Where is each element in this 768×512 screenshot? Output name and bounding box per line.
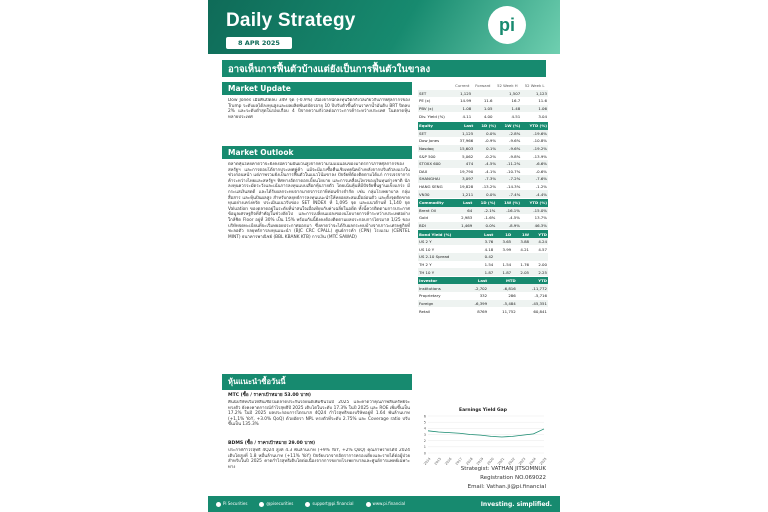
market-tables bbox=[418, 82, 548, 315]
table-cell: Gold bbox=[419, 215, 428, 221]
table-cell: 5,062 bbox=[462, 153, 474, 159]
table-header-cell: Equity bbox=[418, 122, 453, 130]
table-cell: -7.4% bbox=[497, 190, 521, 198]
report-header bbox=[208, 0, 560, 54]
table-row bbox=[418, 105, 548, 113]
pick-1-title: MTC (ซื้อ / ราคาเป้าหมาย 53.00 บาท) bbox=[228, 393, 311, 398]
table-row bbox=[418, 268, 548, 276]
table-header-row bbox=[418, 230, 548, 238]
market-update-heading: Market Update bbox=[222, 82, 412, 95]
table-cell: 1.05 bbox=[472, 105, 493, 113]
table-header-cell: YTD (%) bbox=[521, 199, 548, 207]
globe-icon bbox=[366, 502, 371, 507]
table-cell: 1.54 bbox=[502, 261, 512, 267]
pick-2-text: ประกาศกำไรสุทธิ 4Q24 สูงที่ 4.3 พันล้านบาท (+9% YoY, +2% QoQ) คุณภาพรายได้ปี 2024 เติบโตสูงที่ 1.8 หมื่นล้านบาท (+11% YoY) ปัจจัยบวกจากอัตราการครองเตียงและรายได้ต่อผู้ป่วย สำหรับในปี 2025 คาดกำไรสุทธิเติบโตต่อเนื่องจากการขยายโรงพยาบาลและศูนย์การแพทย์เฉพาะทาง bbox=[228, 448, 410, 470]
y-tick-label: 5 bbox=[423, 420, 426, 425]
x-tick-label: 2022 bbox=[507, 456, 516, 465]
x-tick-label: 2016 bbox=[444, 456, 453, 465]
table-cell: 3,097 bbox=[453, 175, 474, 183]
table-cell: -16.1% bbox=[496, 207, 521, 215]
table-cell: 37,966 bbox=[459, 138, 474, 144]
company-icon bbox=[216, 502, 221, 507]
table-cell: Institutions bbox=[418, 284, 461, 292]
table-cell: 2.05 bbox=[512, 268, 530, 276]
table-header-cell: YTD bbox=[530, 230, 548, 238]
table-cell: 13.7% bbox=[534, 215, 547, 221]
pick-2-title: BDMS (ซื้อ / ราคาเป้าหมาย 29.00 บาท) bbox=[228, 441, 316, 446]
table-cell: HANG SENG bbox=[419, 184, 443, 190]
table-header-row bbox=[418, 122, 548, 130]
table-cell: 4.00 bbox=[483, 113, 493, 119]
table-header-cell: Commodity bbox=[418, 199, 455, 207]
table-row bbox=[418, 160, 548, 168]
strategist-email: Email: Vathan.ji@pi.financial bbox=[467, 484, 546, 490]
table-cell: 3.99 bbox=[502, 246, 512, 252]
table-cell: -9.6% bbox=[509, 138, 521, 144]
x-tick-label: 2019 bbox=[475, 456, 485, 465]
table-row bbox=[418, 253, 548, 261]
table-cell: -4.5% bbox=[474, 160, 497, 168]
table-cell: 1.54 bbox=[484, 261, 494, 267]
y-tick-label: 1 bbox=[423, 445, 426, 450]
table-cell: 0.0% bbox=[474, 130, 497, 138]
commodity-table bbox=[418, 199, 548, 229]
table-cell: Nasdaq bbox=[418, 145, 453, 153]
table-cell: 3.04 bbox=[538, 113, 547, 119]
x-tick-label: 2015 bbox=[433, 456, 443, 465]
table-header-row bbox=[418, 199, 548, 207]
table-cell: US 2 Y bbox=[418, 238, 475, 246]
table-cell: 4.57 bbox=[538, 246, 547, 252]
table-header-cell: Last bbox=[453, 122, 474, 130]
x-tick-label: 2018 bbox=[465, 456, 474, 465]
table-cell: 11,752 bbox=[502, 308, 516, 314]
table-cell: 286 bbox=[508, 293, 516, 299]
table-cell: -2.1% bbox=[473, 207, 496, 215]
table-row bbox=[418, 112, 548, 120]
table-cell: -4.4% bbox=[521, 190, 548, 198]
table-row bbox=[418, 137, 548, 145]
table-row bbox=[418, 245, 548, 253]
table-cell: 4.18 bbox=[484, 246, 494, 252]
table-cell: -10.7% bbox=[506, 168, 521, 174]
report-page bbox=[208, 0, 560, 512]
report-title: Daily Strategy bbox=[226, 10, 356, 31]
table-cell: S&P 500 bbox=[419, 153, 436, 159]
table-cell: BDI bbox=[418, 222, 455, 230]
table-cell: -19.6% bbox=[521, 130, 548, 138]
table-cell: US 10 Y bbox=[419, 246, 435, 252]
table-row bbox=[418, 130, 548, 138]
table-cell: 4.24 bbox=[530, 238, 548, 246]
table-cell: 1.08 bbox=[452, 105, 472, 113]
table-cell: -7.6% bbox=[521, 175, 548, 183]
x-tick-label: 2014 bbox=[423, 456, 432, 465]
x-tick-label: 2017 bbox=[454, 456, 464, 465]
table-cell: PE (x) bbox=[419, 98, 431, 104]
table-cell: -0.9% bbox=[484, 138, 497, 144]
table-cell: -19.2% bbox=[521, 145, 548, 153]
table-cell: 0.0% bbox=[474, 190, 497, 198]
table-cell: 3.65 bbox=[494, 238, 512, 246]
table-row bbox=[418, 207, 548, 215]
table-cell: -6.6% bbox=[521, 160, 548, 168]
table-row bbox=[418, 145, 548, 153]
equity-table bbox=[418, 122, 548, 198]
table-header-cell: Last bbox=[475, 230, 494, 238]
table-header-cell: Forward bbox=[475, 83, 491, 89]
table-cell: 1,507 bbox=[493, 90, 521, 98]
table-row bbox=[418, 261, 548, 269]
table-header-cell: Last bbox=[461, 277, 488, 285]
table-cell: 2,983 bbox=[461, 215, 473, 221]
table-cell: Foreign bbox=[418, 300, 461, 308]
table-cell: 4.11 bbox=[462, 113, 472, 119]
table-cell: 1,125 bbox=[452, 90, 472, 98]
x-tick-label: 2024 bbox=[528, 456, 537, 465]
market-outlook-text: ตลาดหุ้นไทยคาดว่าจะยังคงมีความผันผวนสูงจากความไม่แน่นอนของมาตรการภาษีศุลกากรของสหรัฐฯ และการตอบโต้จากประเทศคู่ค้า แม้จะมีแรงซื้อคืนเชิงเทคนิคบ้างหลังจากปรับตัวลงแรงในช่วงก่อนหน้า แต่ภาพรวมยังเป็นการฟื้นตัวในแนวโน้มขาลง ปัจจัยที่ต้องติดตามได้แก่ การเจรจาการค้าระหว่างไทยและสหรัฐฯ ทิศทางอัตราดอกเบี้ยนโยบาย และการเคลื่อนไหวของเงินทุนต่างชาติ นักลงทุนควรระมัดระวังและเน้นการลงทุนแบบเลือกหุ้นรายตัว โดยเน้นหุ้นที่มีปัจจัยพื้นฐานแข็งแกร่ง มีกระแสเงินสดดี และได้รับผลกระทบจากมาตรการภาษีค่อนข้างจำกัด เช่น กลุ่มโรงพยาบาล กลุ่มสื่อสาร และหุ้นปันผลสูง สำหรับกลยุทธ์การลงทุนแนะนำให้ทยอยสะสมเมื่ออ่อนตัว และตั้งจุดตัดขาดทุนอย่างเคร่งครัด ประเมินแนวรับของ SET INDEX ที่ 1,095 จุด และแนวต้านที่ 1,140 จุด Valuation ของตลาดอยู่ในระดับที่น่าสนใจเมื่อเทียบกับค่าเฉลี่ยในอดีต ทั้งนี้ควรติดตามการประกาศข้อมูลเศรษฐกิจที่สำคัญในช่วงถัดไป และการเปลี่ยนแปลงของนโยบายการค้าระหว่างประเทศอย่างใกล้ชิด Floor อยู่ที่ 30% เป็น 15% พร้อมกันนี้ยังคงต้องติดตามผลประกอบการไตรมาส 1/25 ของบริษัทจดทะเบียนที่จะเริ่มทยอยประกาศออกมา ซึ่งคาดว่าจะได้รับผลกระทบบ้างจากภาวะเศรษฐกิจที่ชะลอตัว กลยุทธ์การลงทุนแนะนำ (BJC CRC CPALL) ศูนย์การค้า (CPN) โรงแรม (CENTEL MINT) ธนาคารพาณิชย์ (BBL KBANK KTB) การเงิน (MTC SAWAD) bbox=[228, 162, 410, 240]
table-cell: -8.9% bbox=[496, 222, 521, 230]
table-cell: 1.48 bbox=[493, 105, 521, 113]
headline-banner: อาจเห็นการฟื้นตัวบ้างแต่ยังเป็นการฟื้นตัวในขาลง bbox=[222, 60, 546, 77]
table-cell: -9.6% bbox=[497, 145, 521, 153]
table-cell: -9.8% bbox=[509, 153, 521, 159]
table-header-cell: Bond Yield (%) bbox=[418, 230, 475, 238]
social-icon bbox=[259, 502, 264, 507]
table-cell: 8769 bbox=[477, 308, 488, 314]
table-row bbox=[418, 175, 548, 183]
table-cell: Proprietary bbox=[419, 293, 441, 299]
table-cell: -0.6% bbox=[535, 168, 547, 174]
table-cell: 60,841 bbox=[533, 308, 547, 314]
table-cell: -7.2% bbox=[497, 175, 521, 183]
table-header-cell: Last bbox=[455, 199, 473, 207]
table-cell: 1.87 bbox=[494, 268, 512, 276]
table-cell: -1.2% bbox=[535, 184, 547, 190]
table-cell: 64 bbox=[455, 207, 473, 215]
table-cell: 332 bbox=[479, 293, 488, 299]
table-header-cell: YTD (%) bbox=[521, 122, 548, 130]
series-line bbox=[428, 429, 544, 437]
table-cell: 1.06 bbox=[521, 105, 548, 113]
chart-canvas bbox=[418, 413, 548, 465]
table-cell: 4.21 bbox=[520, 246, 530, 252]
table-cell: -45,351 bbox=[517, 300, 548, 308]
mail-icon bbox=[305, 502, 310, 507]
table-cell: 3.76 bbox=[475, 238, 494, 246]
y-tick-label: 4 bbox=[423, 426, 426, 431]
table-cell: 1,123 bbox=[521, 90, 548, 98]
table-cell: 1.87 bbox=[475, 268, 494, 276]
table-cell: 0.42 bbox=[475, 253, 494, 261]
table-cell bbox=[512, 253, 530, 261]
y-tick-label: 3 bbox=[423, 432, 426, 437]
table-header-cell: YTD bbox=[517, 277, 548, 285]
table-cell: 11.6 bbox=[538, 98, 547, 104]
table-row bbox=[418, 168, 548, 176]
footer-item-website[interactable]: www.pi.financial bbox=[366, 501, 406, 507]
strategist-name: Strategist: VATHAN JITSOMNUK bbox=[460, 466, 546, 472]
table-cell: -14.3% bbox=[506, 184, 521, 190]
table-cell: -6,816 bbox=[488, 284, 517, 292]
table-cell: 474 bbox=[453, 160, 474, 168]
investor-table bbox=[418, 277, 548, 315]
table-cell: 3.88 bbox=[512, 238, 530, 246]
table-row bbox=[418, 97, 548, 105]
footer-item-social[interactable]: @pisecurities bbox=[259, 501, 293, 507]
table-cell: 15,603 bbox=[453, 145, 474, 153]
table-cell: 19,828 bbox=[459, 184, 474, 190]
stock-picks-heading: หุ้นแนะนำซื้อวันนี้ bbox=[222, 374, 412, 390]
table-header-cell: 1D (%) bbox=[474, 122, 497, 130]
market-outlook-heading: Market Outlook bbox=[222, 146, 412, 159]
table-cell: US 2-10 Spread bbox=[418, 253, 475, 261]
table-cell: -5,716 bbox=[534, 293, 547, 299]
table-row bbox=[418, 214, 548, 222]
table-cell: 0.1% bbox=[474, 145, 497, 153]
table-cell: PBV (x) bbox=[418, 105, 452, 113]
table-cell: TH 10 Y bbox=[418, 268, 475, 276]
table-row bbox=[418, 222, 548, 230]
table-cell bbox=[530, 253, 548, 261]
summary-table bbox=[418, 82, 548, 120]
table-cell: Dow Jones bbox=[419, 138, 440, 144]
table-cell: VN30 bbox=[418, 190, 453, 198]
table-cell: -2.8% bbox=[497, 130, 521, 138]
table-cell: -6,399 bbox=[461, 300, 488, 308]
table-row bbox=[418, 307, 548, 315]
table-cell: SET bbox=[418, 90, 452, 98]
table-cell: -4.5% bbox=[508, 215, 520, 221]
registration-number: Registration NO.069022 bbox=[480, 475, 546, 481]
table-cell: SHANGHAI bbox=[418, 175, 453, 183]
y-tick-label: 0 bbox=[423, 451, 426, 456]
report-footer bbox=[208, 496, 560, 512]
table-row bbox=[418, 284, 548, 292]
table-cell: 19,790 bbox=[459, 168, 474, 174]
table-cell: Retail bbox=[419, 308, 430, 314]
footer-tagline: Investing. simplified. bbox=[480, 500, 552, 508]
report-date: 8 APR 2025 bbox=[226, 37, 292, 49]
table-header-row bbox=[418, 277, 548, 285]
table-cell: 11.6 bbox=[483, 98, 493, 104]
table-row bbox=[418, 238, 548, 246]
x-tick-label: 2025 bbox=[539, 456, 548, 465]
table-cell: -13.9% bbox=[533, 153, 547, 159]
table-cell: TH 2 Y bbox=[419, 261, 432, 267]
table-cell: 1,469 bbox=[455, 222, 473, 230]
table-header-cell: Current bbox=[455, 83, 470, 89]
table-header-cell: 1W bbox=[512, 230, 530, 238]
table-cell: 1.76 bbox=[520, 261, 530, 267]
table-header-cell: MTD bbox=[488, 277, 517, 285]
table-cell: 2.25 bbox=[530, 268, 548, 276]
table-cell: -2,702 bbox=[461, 284, 488, 292]
table-header-cell: Investor bbox=[418, 277, 461, 285]
table-row bbox=[418, 183, 548, 191]
pi-logo-icon: pi bbox=[488, 6, 526, 44]
table-cell: -15.0% bbox=[521, 207, 548, 215]
table-cell bbox=[472, 90, 493, 98]
x-tick-label: 2020 bbox=[486, 456, 495, 465]
footer-item-email[interactable]: support@pi.financial bbox=[305, 501, 353, 507]
table-header-cell: 52 Week H bbox=[497, 83, 518, 89]
table-cell: DAX bbox=[419, 168, 428, 174]
table-row bbox=[418, 300, 548, 308]
table-row bbox=[418, 90, 548, 98]
table-header-cell: 52 Week L bbox=[524, 83, 545, 89]
table-cell: STOXX 600 bbox=[418, 160, 453, 168]
table-header-cell: 1W (%) bbox=[497, 122, 521, 130]
table-header-cell: 1D bbox=[494, 230, 512, 238]
table-row bbox=[418, 152, 548, 160]
table-cell: -13.2% bbox=[482, 184, 497, 190]
table-header-cell bbox=[418, 82, 452, 90]
x-tick-label: 2023 bbox=[517, 456, 527, 465]
table-cell: Div. Yield (%) bbox=[419, 113, 445, 119]
table-cell: 2.00 bbox=[538, 261, 547, 267]
table-cell: 46.3% bbox=[521, 222, 548, 230]
table-cell: -10.8% bbox=[533, 138, 547, 144]
table-header-cell: 1D (%) bbox=[473, 199, 496, 207]
pick-1-text: คืนนี้บริษัทเริ่มให้สินเชื่อในตลาดประกันรถยนต์เพิ่มขึ้นในปี 2025 และคาดว่าคุณภาพสินทรัพย์จะทรงตัว ยังคงคาดการณ์กำไรสุทธิปี 2025 เติบโตในระดับ 17.3% ในปี 2025 และ ROE เพิ่มขึ้นเป็น 17.2% ในปี 2025 ผลประกอบการไตรมาส 4Q24 กำไรสุทธิของบริษัทอยู่ที่ 1.64 พันล้านบาท (+1.1% YoY, +3.0% QoQ) ด้วยอัตรา NPL ทรงตัวที่ระดับ 2.75% และ Coverage ratio ปรับขึ้นเป็น 135.3% bbox=[228, 400, 410, 428]
table-cell bbox=[494, 253, 512, 261]
table-cell: -1.6% bbox=[484, 215, 496, 221]
bond-table bbox=[418, 230, 548, 276]
table-header-cell: 1W (%) bbox=[496, 199, 521, 207]
table-cell: -0.2% bbox=[484, 153, 497, 159]
x-tick-label: 2021 bbox=[496, 456, 506, 465]
table-cell: Brent Oil bbox=[418, 207, 455, 215]
table-cell: -7.3% bbox=[474, 175, 497, 183]
market-update-text: Dow Jones เมื่อคืนปิดลบ 349 จุด (-0.9%) เนื่องจากนักลงทุนวิตกกังวลเกี่ยวกับภาษีศุลกากรของ Trump ระดับผลได้ลงทุนสูงและผลผลิตพันธบัตรอายุ 10 ปีปรับตัวขึ้นด้านราคาน้ำมันดิบ BRT ปิดลบ 2% และระดับต่ำสุดในรอบเกือบ 4 ปีจากความกังวลต่อภาวะการค้าระหว่างประเทศ ในตลาดหุ้นหลายประเทศ bbox=[228, 98, 410, 120]
table-cell: 14.99 bbox=[460, 98, 472, 104]
table-cell: 16.7 bbox=[511, 98, 521, 104]
table-cell: -4.1% bbox=[484, 168, 497, 174]
footer-item-company[interactable]: Pi Securities bbox=[216, 501, 247, 507]
table-cell: SET bbox=[418, 130, 453, 138]
table-row bbox=[418, 292, 548, 300]
table-cell: 4.51 bbox=[511, 113, 521, 119]
table-cell: -11.2% bbox=[497, 160, 521, 168]
table-cell: -11,772 bbox=[517, 284, 548, 292]
table-header-row bbox=[418, 82, 548, 90]
chart-title: Earnings Yield Gap bbox=[459, 408, 507, 413]
table-cell: 1,125 bbox=[453, 130, 474, 138]
y-tick-label: 2 bbox=[423, 438, 426, 443]
table-cell: 1,211 bbox=[453, 190, 474, 198]
earnings-yield-gap-chart bbox=[418, 408, 548, 466]
y-tick-label: 6 bbox=[423, 414, 426, 419]
table-cell: 0.0% bbox=[473, 222, 496, 230]
table-row bbox=[418, 190, 548, 198]
table-cell: -5,484 bbox=[488, 300, 517, 308]
